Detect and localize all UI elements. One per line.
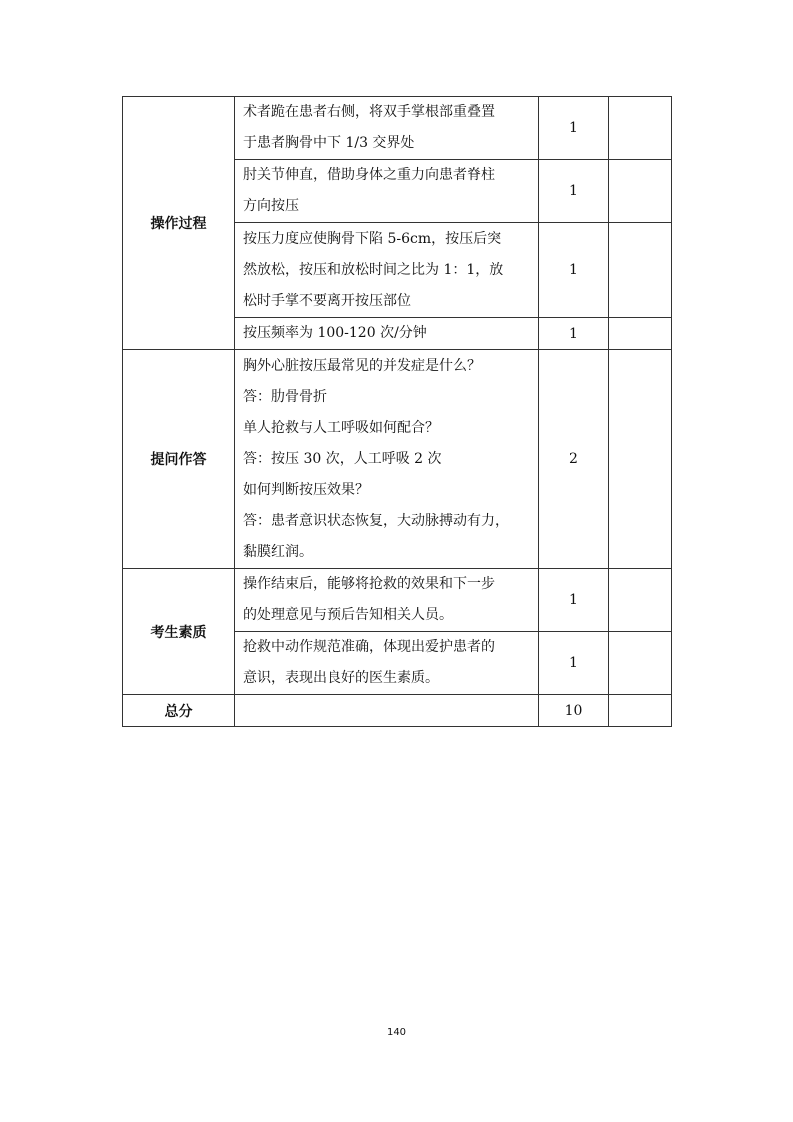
score-cell: 1 (539, 223, 609, 318)
table-row (123, 569, 672, 632)
criteria-cell: 抢救中动作规范准确，体现出爱护患者的 意识，表现出良好的医生素质。 (235, 632, 539, 695)
total-label: 总分 (123, 695, 235, 727)
table-row (123, 97, 672, 160)
category-cell: 提问作答 (123, 350, 235, 569)
criteria-cell: 肘关节伸直，借助身体之重力向患者脊柱 方向按压 (235, 160, 539, 223)
score-cell: 1 (539, 632, 609, 695)
criteria-cell (235, 695, 539, 727)
score-cell: 1 (539, 318, 609, 350)
scoring-table (122, 96, 672, 727)
page-number: 140 (386, 1027, 407, 1038)
criteria-cell: 术者跪在患者右侧，将双手掌根部重叠置 于患者胸骨中下 1/3 交界处 (235, 97, 539, 160)
criteria-cell: 操作结束后，能够将抢救的效果和下一步 的处理意见与预后告知相关人员。 (235, 569, 539, 632)
category-cell: 操作过程 (123, 97, 235, 350)
criteria-cell: 按压频率为 100-120 次/分钟 (235, 318, 539, 350)
deduction-cell (609, 97, 672, 160)
deduction-cell (609, 569, 672, 632)
table-row (123, 350, 672, 569)
category-cell: 考生素质 (123, 569, 235, 695)
deduction-cell (609, 350, 672, 569)
score-cell: 2 (539, 350, 609, 569)
total-score: 10 (539, 695, 609, 727)
criteria-cell: 胸外心脏按压最常见的并发症是什么？ 答：肋骨骨折 单人抢救与人工呼吸如何配合？ 答：按压 30 次，人工呼吸 2 次 如何判断按压效果？ 答：患者意识状态恢复，大动脉搏动有力， 黏膜红润。 (235, 350, 539, 569)
score-cell: 1 (539, 160, 609, 223)
score-cell: 1 (539, 97, 609, 160)
criteria-cell: 按压力度应使胸骨下陷 5-6cm，按压后突 然放松，按压和放松时间之比为 1：1，放 松时手掌不要离开按压部位 (235, 223, 539, 318)
score-cell: 1 (539, 569, 609, 632)
deduction-cell (609, 223, 672, 318)
deduction-cell (609, 695, 672, 727)
total-row (123, 695, 672, 727)
deduction-cell (609, 160, 672, 223)
deduction-cell (609, 632, 672, 695)
deduction-cell (609, 318, 672, 350)
